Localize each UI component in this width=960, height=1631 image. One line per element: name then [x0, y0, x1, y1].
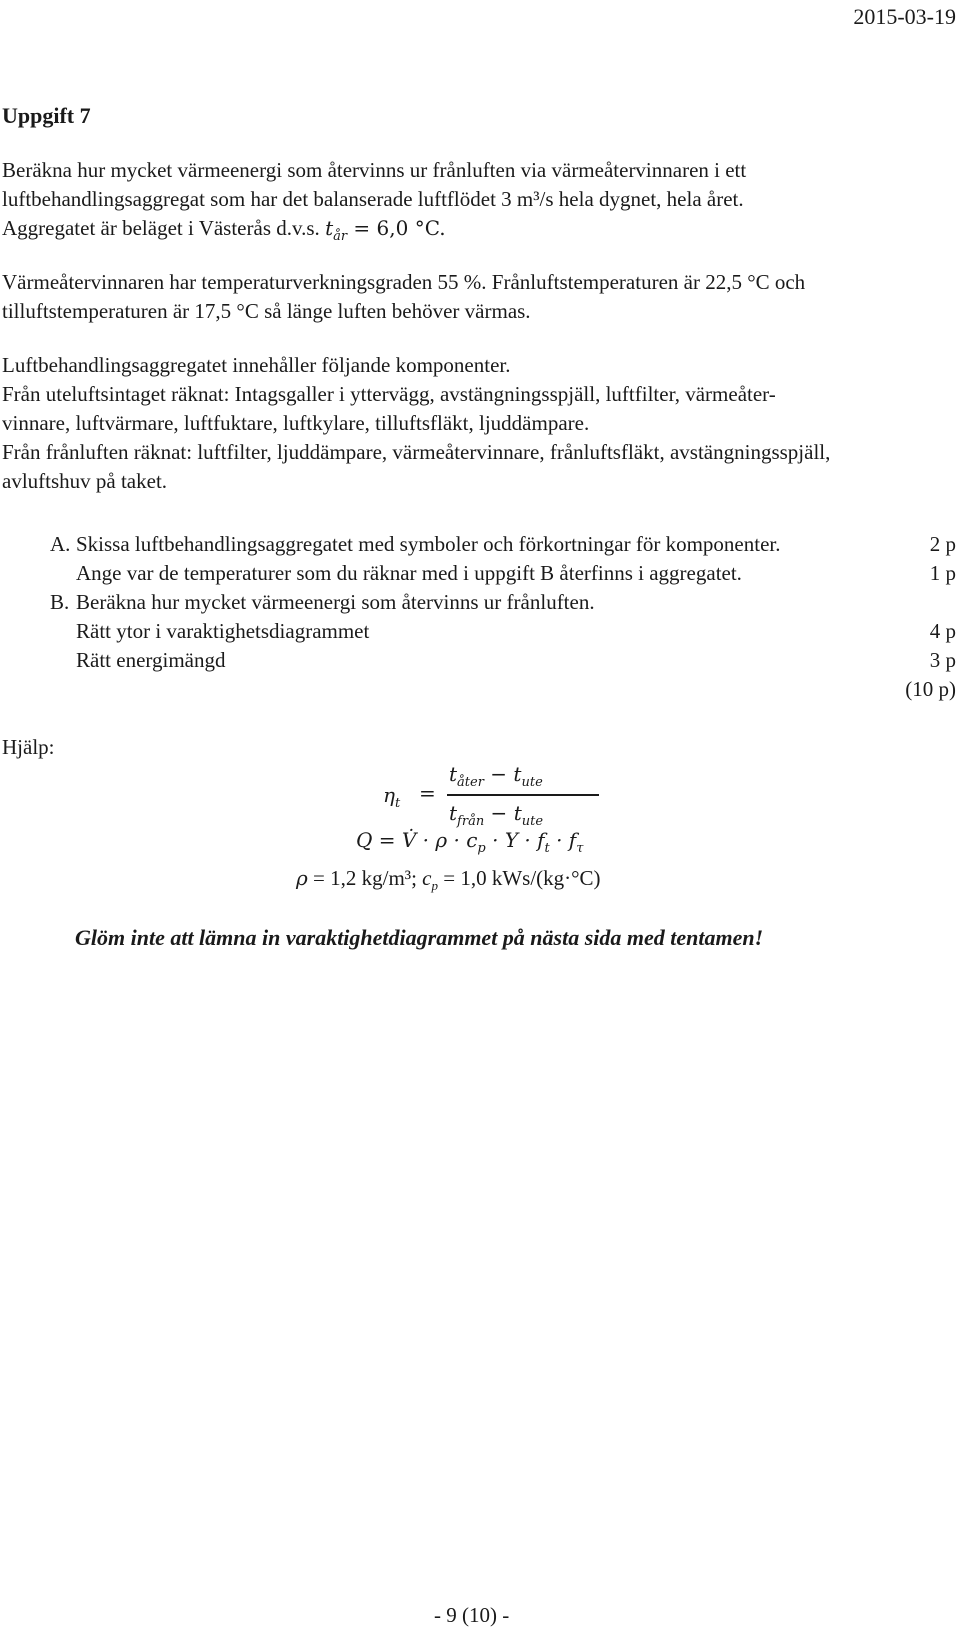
components-paragraph: [2, 351, 957, 496]
task-row: [0, 588, 958, 617]
task-points: 3 p: [929, 648, 956, 672]
intro-line-2: luftbehandlingsaggregat som har det balanserade luftflödet 3 m³/s hela dygnet, hela året.: [2, 187, 744, 211]
task-text: Beräkna hur mycket värmeenergi som återvinns ur frånluften.: [76, 590, 595, 614]
den-sub-2: ute: [521, 814, 544, 829]
components-line-2: Från uteluftsintaget räknat: Intagsgaller i yttervägg, avstängningsspjäll, luftfilter, värmeåter-: [2, 382, 776, 406]
help-label: Hjälp:: [2, 735, 55, 759]
minus-sign: −: [484, 801, 514, 825]
intro-line-1: Beräkna hur mycket värmeenergi som återvinns ur frånluften via värmeåtervinnaren i ett: [2, 158, 747, 182]
q-formula-main: Q = V̇ · ρ · c: [356, 828, 478, 852]
page-number: - 9 (10) -: [434, 1603, 510, 1627]
rho-value: = 1,2 kg/m³;: [307, 866, 423, 890]
components-line-1: Luftbehandlingsaggregatet innehåller följande komponenter.: [2, 353, 511, 377]
constants-line: [296, 864, 601, 900]
eta-sub: t: [394, 796, 401, 811]
fraction-bar: [447, 794, 599, 796]
rho-symbol: ρ: [296, 866, 308, 890]
annual-temp-formula: [325, 216, 446, 244]
num-var-1: t: [449, 762, 458, 786]
q-formula-mid: · Y · f: [485, 828, 545, 852]
energy-formula: [356, 826, 583, 863]
fraction-numerator: [449, 760, 543, 797]
ftau-sub: τ: [576, 841, 584, 856]
ft-sub: t: [544, 841, 550, 856]
intro-line-3-text: Aggregatet är beläget i Västerås d.v.s.: [2, 216, 326, 240]
task-text: Rätt ytor i varaktighetsdiagrammet: [76, 619, 370, 643]
task-list: [0, 530, 958, 704]
header-date: 2015-03-19: [853, 4, 956, 29]
den-var-1: t: [449, 801, 458, 825]
task-label: B.: [50, 590, 70, 614]
num-sub-1: åter: [457, 775, 484, 790]
page-title: Uppgift 7: [2, 103, 91, 128]
cp-symbol-sub: p: [431, 878, 438, 893]
efficiency-paragraph: [2, 268, 957, 326]
intro-paragraph: [2, 156, 957, 251]
task-points: 4 p: [929, 619, 956, 643]
den-sub-1: från: [457, 814, 485, 829]
cp-sub: p: [477, 841, 486, 856]
cp-symbol: c: [422, 866, 432, 890]
q-formula-end: · f: [549, 828, 577, 852]
den-var-2: t: [513, 801, 522, 825]
components-line-5: avluftshuv på taket.: [2, 469, 168, 493]
minus-sign: −: [483, 762, 514, 786]
task-row: [0, 617, 958, 646]
efficiency-line-1: Värmeåtervinnaren har temperaturverkningsgraden 55 %. Frånluftstemperaturen är 22,5 °C och: [2, 270, 806, 294]
cp-value: = 1,0 kWs/(kg·°C): [438, 866, 601, 890]
eta-symbol: η: [383, 783, 395, 807]
task-points: 2 p: [929, 532, 956, 556]
task-points: (10 p): [905, 677, 956, 701]
task-row: [0, 675, 958, 704]
components-line-4: Från frånluften räknat: luftfilter, ljuddämpare, värmeåtervinnare, frånluftsfläkt, avstängningsspjäll,: [2, 440, 831, 464]
task-row: [0, 530, 958, 559]
task-points: 1 p: [929, 561, 956, 585]
components-line-3: vinnare, luftvärmare, luftfuktare, luftkylare, tilluftsfläkt, ljuddämpare.: [2, 411, 590, 435]
task-label: A.: [50, 532, 71, 556]
task-text: Rätt energimängd: [76, 648, 226, 672]
efficiency-line-2: tilluftstemperaturen är 17,5 °C så länge luften behöver värmas.: [2, 299, 531, 323]
t-var: t: [325, 216, 334, 240]
t-sub: år: [333, 229, 348, 244]
task-row: [0, 559, 958, 588]
task-text: Skissa luftbehandlingsaggregatet med symboler och förkortningar för komponenter.: [76, 532, 781, 556]
num-sub-2: ute: [521, 775, 543, 790]
eta-lhs: [383, 781, 400, 818]
equals-sign: =: [419, 781, 436, 805]
annual-temp-value: = 6,0 °C.: [347, 216, 446, 240]
task-text: Ange var de temperaturer som du räknar med i uppgift B återfinns i aggregatet.: [76, 561, 742, 585]
intro-line-3: [2, 214, 957, 251]
reminder-note: Glöm inte att lämna in varaktighetdiagrammet på nästa sida med tentamen!: [75, 925, 764, 950]
task-row: [0, 646, 958, 675]
num-var-2: t: [513, 762, 522, 786]
